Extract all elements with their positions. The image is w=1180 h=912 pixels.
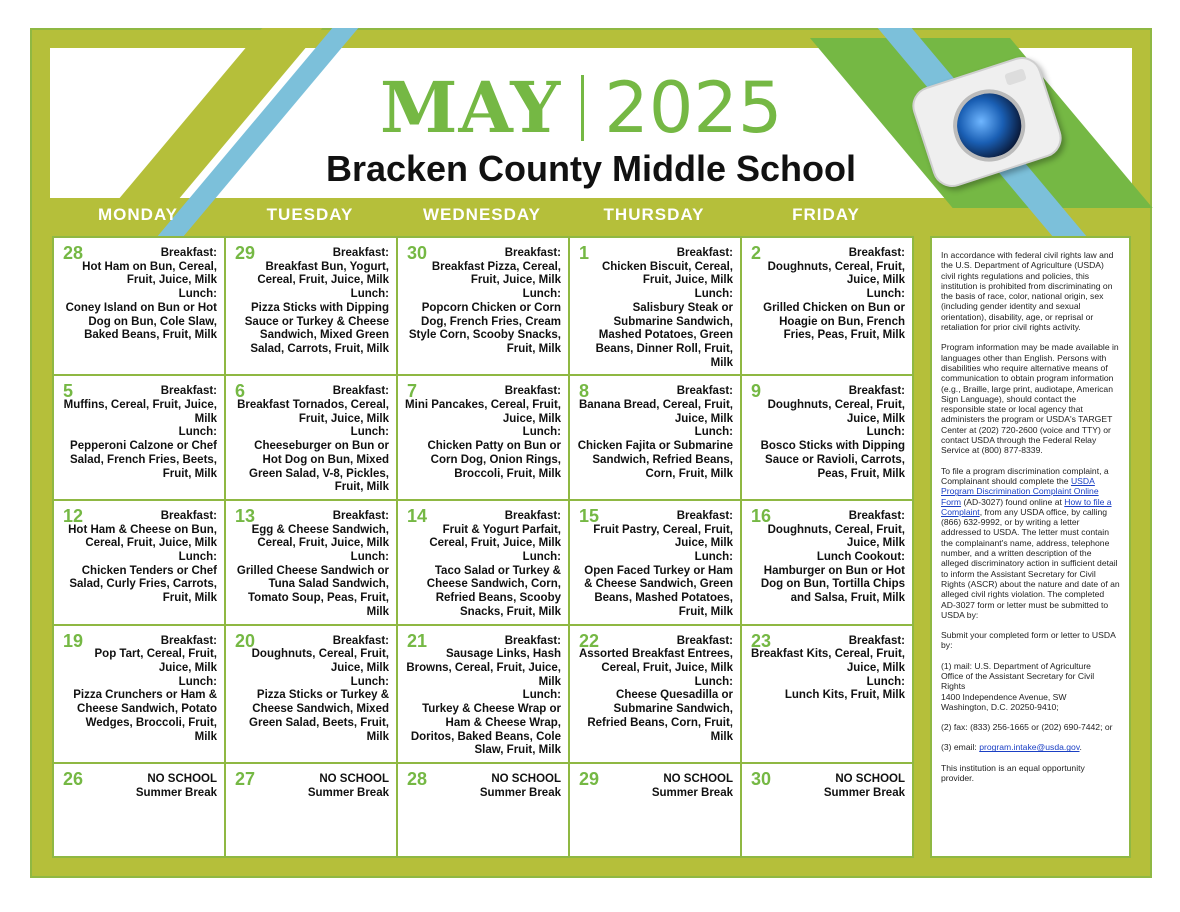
calendar-day-cell xyxy=(742,501,912,624)
day-number: 12 xyxy=(63,505,84,526)
day-number: 16 xyxy=(751,505,772,526)
menu-line: Breakfast: xyxy=(848,509,905,522)
menu-line: Breakfast: xyxy=(848,385,905,398)
menu-line: Breakfast: xyxy=(676,509,733,522)
day-number: 30 xyxy=(751,768,772,789)
day-number: 29 xyxy=(235,243,256,263)
notice-text: , from any USDA office, by calling (866) 632-9992, or by writing a letter addressed to USDA. The letter must contain the complainant's name, address, telephone number, and a written description of the alleged discriminatory action in sufficient detail to inform the Assistant Secretary for Civil Rights (ASCR) about the nature and date of an alleged civil rights violation. The completed AD-3027 form or letter must be submitted to USDA by: xyxy=(941,506,1120,620)
menu-line: Sausage Links, Hash Browns, Cereal, Fruit, Juice, Milk xyxy=(406,648,561,688)
day-number: 7 xyxy=(407,381,418,402)
menu-line: Pizza Sticks with Dipping Sauce or Turkey & Cheese Sandwich, Mixed Green Salad, Carrots, Fruit, Milk xyxy=(244,301,389,355)
menu-line: Breakfast: xyxy=(676,247,733,259)
menu-line: Muffins, Cereal, Fruit, Juice, Milk xyxy=(63,399,217,425)
calendar-day-cell xyxy=(398,626,568,762)
notice-paragraph: (2) fax: (833) 256-1665 or (202) 690-7442; or xyxy=(941,722,1113,733)
menu-line: Chicken Patty on Bun or Corn Dog, Onion Rings, Broccoli, Fruit, Milk xyxy=(427,440,561,480)
calendar-day-cell xyxy=(54,626,224,762)
notice-paragraph xyxy=(941,466,1120,620)
menu-line: Breakfast: xyxy=(160,634,217,647)
school-name: Bracken County Middle School xyxy=(325,148,857,189)
day-number: 23 xyxy=(751,630,772,651)
notice-paragraph: Program information may be made available in languages other than English. Persons with disabilities who require alternative means of communication to obtain program information (e.g., Braille, large print, audiotape, American Sign Language), should contact the responsible state or local agency that administers the program or USDA's TARGET Center at (202) 720-2600 (voice and TTY) or contact USDA through the Federal Relay Service at (800) 877-8339. xyxy=(941,342,1119,456)
day-number: 19 xyxy=(63,630,84,651)
menu-line: NO SCHOOL xyxy=(319,772,389,785)
menu-line: Summer Break xyxy=(823,786,905,799)
menu-line: Summer Break xyxy=(651,786,733,799)
menu-line: Taco Salad or Turkey & Cheese Sandwich, Corn, Refried Beans, Scooby Snacks, Fruit, Milk xyxy=(426,564,561,618)
notice-text: Office of the Assistant Secretary for Civil Rights xyxy=(941,670,1095,692)
email-link[interactable]: program.intake@usda.gov xyxy=(979,742,1080,753)
menu-line: Hot Ham on Bun, Cereal, Fruit, Juice, Milk xyxy=(82,260,217,287)
menu-line: Fruit Pastry, Cereal, Fruit, Juice, Milk xyxy=(593,523,733,550)
notice-paragraph: This institution is an equal opportunity provider. xyxy=(941,762,1085,784)
menu-text xyxy=(405,773,561,800)
calendar-day-cell xyxy=(742,238,912,374)
calendar-grid xyxy=(52,236,914,858)
menu-line: Breakfast Bun, Yogurt, Cereal, Fruit, Juice, Milk xyxy=(257,260,389,287)
calendar-day-cell xyxy=(226,376,396,499)
menu-line: Lunch Kits, Fruit, Milk xyxy=(784,689,905,702)
day-number: 20 xyxy=(235,630,256,651)
notice-text: (1) mail: U.S. Department of Agriculture xyxy=(941,660,1091,671)
calendar-day-cell xyxy=(742,764,912,856)
menu-line: Hamburger on Bun or Hot Dog on Bun, Tortilla Chips and Salsa, Fruit, Milk xyxy=(760,564,905,605)
menu-line: Breakfast: xyxy=(504,509,561,522)
menu-text xyxy=(749,635,905,704)
menu-line: Breakfast: xyxy=(504,385,561,398)
day-number: 13 xyxy=(235,505,256,526)
calendar-day-cell xyxy=(570,501,740,624)
calendar-day-cell xyxy=(570,764,740,856)
menu-text xyxy=(577,385,733,481)
notice-text: Washington, D.C. 20250-9410; xyxy=(941,701,1059,712)
menu-line: Pop Tart, Cereal, Fruit, Juice, Milk xyxy=(94,648,217,674)
menu-text xyxy=(61,510,217,606)
notice-paragraph: In accordance with federal civil rights law and the U.S. Department of Agriculture (USDA) civil rights regulations and policies, this institution is prohibited from discriminating on the basis of race, color, national origin, sex (including gender identity and sexual orientation), disability, age, or reprisal or retaliation for prior civil rights activity. xyxy=(941,250,1114,333)
weekday-thursday: THURSDAY xyxy=(603,205,705,224)
menu-text xyxy=(405,635,561,758)
menu-line: Summer Break xyxy=(135,786,217,799)
menu-line: Banana Bread, Cereal, Fruit, Juice, Milk xyxy=(578,399,733,425)
menu-line: Breakfast: xyxy=(848,634,905,647)
notice-paragraph xyxy=(941,742,1120,752)
nondiscrimination-notice xyxy=(930,236,1131,858)
menu-line: Doughnuts, Cereal, Fruit, Juice, Milk xyxy=(767,399,905,425)
menu-text xyxy=(577,773,733,800)
menu-text xyxy=(61,247,217,343)
menu-line: Breakfast: xyxy=(332,634,389,647)
weekday-friday: FRIDAY xyxy=(792,205,860,224)
calendar-day-cell xyxy=(54,238,224,374)
menu-text xyxy=(61,385,217,481)
day-number: 21 xyxy=(407,630,428,651)
weekday-wednesday: WEDNESDAY xyxy=(423,205,541,224)
menu-line: Lunch: xyxy=(178,551,217,564)
menu-line: Breakfast: xyxy=(676,385,733,398)
menu-text xyxy=(233,385,389,495)
menu-line: Lunch: xyxy=(522,288,561,301)
menu-line: Lunch: xyxy=(694,288,733,301)
day-number: 6 xyxy=(235,381,246,402)
menu-line: Turkey & Cheese Wrap or Ham & Cheese Wrap, Doritos, Baked Beans, Cole Slaw, Fruit, Milk xyxy=(410,703,561,757)
calendar-day-cell xyxy=(54,764,224,856)
calendar-day-cell xyxy=(226,501,396,624)
menu-line: Hot Ham & Cheese on Bun, Cereal, Fruit, Juice, Milk xyxy=(68,523,217,550)
title-divider xyxy=(581,75,584,141)
menu-text xyxy=(405,385,561,481)
menu-line: Bosco Sticks with Dipping Sauce or Ravioli, Carrots, Peas, Fruit, Milk xyxy=(760,440,905,480)
menu-line: Lunch: xyxy=(178,426,217,439)
menu-text xyxy=(749,773,905,800)
camera-flash xyxy=(1004,68,1027,86)
menu-text xyxy=(405,510,561,620)
month-title: MAY xyxy=(380,66,562,149)
calendar-day-cell xyxy=(570,238,740,374)
menu-line: Grilled Cheese Sandwich or Tuna Salad Sandwich, Tomato Soup, Peas, Fruit, Milk xyxy=(236,564,389,618)
menu-line: Mini Pancakes, Cereal, Fruit, Juice, Milk xyxy=(405,399,561,425)
menu-line: NO SCHOOL xyxy=(491,772,561,785)
menu-line: Fruit & Yogurt Parfait, Cereal, Fruit, Juice, Milk xyxy=(429,523,561,550)
menu-line: Coney Island on Bun or Hot Dog on Bun, Cole Slaw, Baked Beans, Fruit, Milk xyxy=(65,301,217,342)
calendar-day-cell xyxy=(398,376,568,499)
camera-lens xyxy=(944,80,1035,171)
menu-text xyxy=(577,635,733,745)
how-to-file-link[interactable]: How to file a Complaint xyxy=(941,496,1112,517)
day-number: 2 xyxy=(751,243,762,263)
menu-line: Chicken Biscuit, Cereal, Fruit, Juice, Milk xyxy=(601,260,733,287)
menu-line: Lunch: xyxy=(694,426,733,439)
menu-line: Breakfast: xyxy=(160,385,217,398)
menu-line: Salisbury Steak or Submarine Sandwich, Mashed Potatoes, Green Beans, Dinner Roll, Fruit, Milk xyxy=(595,301,733,369)
menu-line: Open Faced Turkey or Ham & Cheese Sandwich, Green Beans, Mashed Potatoes, Fruit, Milk xyxy=(584,564,733,618)
complaint-form-link[interactable]: USDA Program Discrimination Complaint Online Form xyxy=(941,475,1099,507)
menu-line: Breakfast: xyxy=(848,247,905,259)
weekday-tuesday: TUESDAY xyxy=(266,205,354,224)
menu-line: NO SCHOOL xyxy=(835,772,905,785)
menu-line: Assorted Breakfast Entrees, Cereal, Fruit, Juice, Milk xyxy=(578,648,733,674)
calendar-day-cell xyxy=(570,626,740,762)
notice-text: (AD-3027) found online at xyxy=(961,496,1065,507)
menu-line: Lunch: xyxy=(522,426,561,439)
notice-text: To file a program discrimination complaint, a Complainant should complete the xyxy=(941,465,1109,486)
year-title: 2025 xyxy=(604,66,783,149)
day-number: 8 xyxy=(579,381,590,402)
calendar-day-cell xyxy=(398,764,568,856)
day-number: 30 xyxy=(407,243,428,263)
weekday-header-row xyxy=(52,205,912,231)
menu-line: Lunch Cookout: xyxy=(816,551,905,564)
menu-line: Popcorn Chicken or Corn Dog, French Fries, Cream Style Corn, Scooby Snacks, Fruit, Milk xyxy=(408,301,561,355)
menu-line: Grilled Chicken on Bun or Hoagie on Bun, French Fries, Peas, Fruit, Milk xyxy=(763,301,905,342)
menu-line: Lunch: xyxy=(866,426,905,439)
calendar-day-cell xyxy=(226,626,396,762)
calendar-day-cell xyxy=(398,501,568,624)
menu-text xyxy=(61,773,217,800)
title-line xyxy=(380,66,782,149)
menu-line: Breakfast Pizza, Cereal, Fruit, Juice, Milk xyxy=(431,260,561,287)
calendar-day-cell xyxy=(742,376,912,499)
menu-line: Lunch: xyxy=(694,675,733,688)
notice-text: (3) email: xyxy=(941,742,980,753)
calendar-day-cell xyxy=(226,764,396,856)
menu-line: Egg & Cheese Sandwich, Cereal, Fruit, Juice, Milk xyxy=(251,523,389,550)
calendar-day-cell xyxy=(570,376,740,499)
calendar-day-cell xyxy=(742,626,912,762)
menu-line: Lunch: xyxy=(694,551,733,564)
menu-line: NO SCHOOL xyxy=(663,772,733,785)
menu-text xyxy=(749,510,905,606)
menu-text xyxy=(233,635,389,745)
menu-line: Lunch: xyxy=(350,426,389,439)
menu-line: Breakfast: xyxy=(332,385,389,398)
menu-line: Pepperoni Calzone or Chef Salad, French Fries, Beets, Fruit, Milk xyxy=(69,440,217,480)
day-number: 27 xyxy=(235,768,256,789)
menu-line: Breakfast Tornados, Cereal, Fruit, Juice, Milk xyxy=(237,399,389,425)
menu-line: Lunch: xyxy=(178,288,217,301)
menu-text xyxy=(749,247,905,343)
notice-text: 1400 Independence Avenue, SW xyxy=(941,691,1067,702)
menu-line: Breakfast: xyxy=(676,634,733,647)
day-number: 22 xyxy=(579,630,600,651)
menu-line: Doughnuts, Cereal, Fruit, Juice, Milk xyxy=(251,648,389,674)
menu-text xyxy=(233,773,389,800)
menu-line: Cheese Quesadilla or Submarine Sandwich, Refried Beans, Corn, Fruit, Milk xyxy=(587,689,733,743)
notice-text: . xyxy=(1079,742,1082,753)
calendar-day-cell xyxy=(398,238,568,374)
notice-mail-address xyxy=(941,661,1120,712)
menu-line: Doughnuts, Cereal, Fruit, Juice, Milk xyxy=(767,260,905,287)
day-number: 1 xyxy=(579,243,590,263)
menu-line: Pizza Sticks or Turkey & Cheese Sandwich, Mixed Green Salad, Beets, Fruit, Milk xyxy=(249,689,389,743)
menu-line: Breakfast: xyxy=(332,509,389,522)
menu-line: Breakfast Kits, Cereal, Fruit, Juice, Milk xyxy=(750,648,905,674)
menu-line: Chicken Fajita or Submarine Sandwich, Refried Beans, Corn, Fruit, Milk xyxy=(577,440,733,480)
weekday-monday: MONDAY xyxy=(98,205,178,224)
menu-line: Lunch: xyxy=(522,551,561,564)
menu-line: Lunch: xyxy=(522,689,561,702)
day-number: 14 xyxy=(407,505,428,526)
day-number: 26 xyxy=(63,768,84,789)
menu-text xyxy=(233,510,389,620)
menu-text xyxy=(61,635,217,745)
menu-line: Breakfast: xyxy=(160,247,217,259)
menu-line: Summer Break xyxy=(307,786,389,799)
menu-line: Lunch: xyxy=(178,675,217,688)
day-number: 5 xyxy=(63,381,74,402)
menu-text xyxy=(577,247,733,370)
menu-line: Breakfast: xyxy=(332,247,389,259)
menu-line: Pizza Crunchers or Ham & Cheese Sandwich, Potato Wedges, Broccoli, Fruit, Milk xyxy=(73,689,217,743)
notice-paragraph: Submit your completed form or letter to USDA by: xyxy=(941,630,1116,651)
calendar-day-cell xyxy=(54,501,224,624)
menu-line: Breakfast: xyxy=(504,634,561,647)
menu-text xyxy=(577,510,733,620)
calendar-day-cell xyxy=(226,238,396,374)
menu-line: Chicken Tenders or Chef Salad, Curly Fries, Carrots, Fruit, Milk xyxy=(69,564,217,605)
menu-line: Doughnuts, Cereal, Fruit, Juice, Milk xyxy=(767,523,905,550)
menu-line: Lunch: xyxy=(350,675,389,688)
menu-line: Lunch: xyxy=(350,288,389,301)
day-number: 29 xyxy=(579,768,600,789)
menu-line: NO SCHOOL xyxy=(147,772,217,785)
day-number: 9 xyxy=(751,381,762,402)
day-number: 28 xyxy=(63,243,84,263)
calendar-day-cell xyxy=(54,376,224,499)
menu-line: Cheeseburger on Bun or Hot Dog on Bun, Mixed Green Salad, V-8, Pickles, Fruit, Milk xyxy=(249,440,389,494)
menu-line: Breakfast: xyxy=(160,509,217,522)
menu-text xyxy=(405,247,561,357)
day-number: 28 xyxy=(407,768,428,789)
day-number: 15 xyxy=(579,505,600,526)
menu-text xyxy=(233,247,389,357)
menu-line: Lunch: xyxy=(350,551,389,564)
menu-text xyxy=(749,385,905,481)
menu-line: Breakfast: xyxy=(504,247,561,259)
calendar-header xyxy=(50,48,1132,198)
menu-line: Summer Break xyxy=(479,786,561,799)
menu-line: Lunch: xyxy=(866,675,905,688)
menu-line: Lunch: xyxy=(866,288,905,301)
